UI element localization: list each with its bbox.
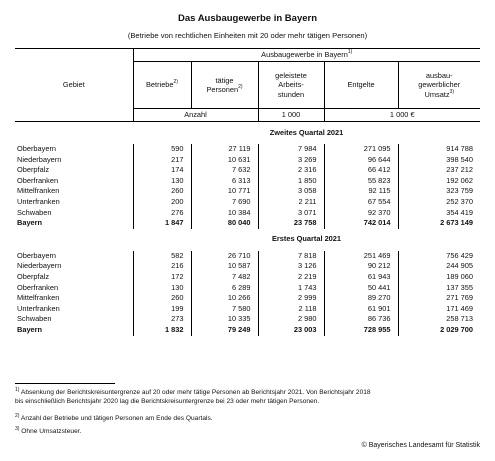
table-row: Oberbayern 582 26 710 7 818 251 469 756 429 bbox=[15, 251, 480, 262]
table-row: Schwaben 273 10 335 2 980 86 736 258 713 bbox=[15, 314, 480, 325]
header-betriebe: Betriebe$^{2)}$ bbox=[133, 62, 191, 109]
table-row: Unterfranken 199 7 580 2 118 61 901 171 469 bbox=[15, 304, 480, 315]
page-subtitle: (Betriebe von rechtlichen Einheiten mit 20 oder mehr tätigen Personen) bbox=[127, 31, 368, 40]
table-row: Oberbayern 590 27 119 7 984 271 095 914 788 bbox=[15, 144, 480, 155]
table-total-row: Bayern 1 832 79 249 23 003 728 955 2 029 700 bbox=[15, 325, 480, 336]
section-heading: Zweites Quartal 2021 bbox=[269, 127, 344, 137]
footnote-2: $^{2)}$ Anzahl der Betriebe und tätigen Personen am Ende des Quartals. bbox=[15, 413, 213, 422]
table-row: Mittelfranken 260 10 266 2 999 89 270 271 769 bbox=[15, 293, 480, 304]
unit-stunden: 1 000 bbox=[258, 109, 324, 122]
table-row: Niederbayern 216 10 587 3 126 90 212 244 905 bbox=[15, 261, 480, 272]
table-row: Mittelfranken 260 10 771 3 058 92 115 323 759 bbox=[15, 186, 480, 197]
section-heading: Erstes Quartal 2021 bbox=[271, 234, 342, 244]
table-row: Oberfranken 130 6 289 1 743 50 441 137 355 bbox=[15, 283, 480, 294]
header-taetige-personen: tätige Personen$^{2)}$ bbox=[191, 62, 258, 109]
table-row: Oberpfalz 174 7 632 2 316 66 412 237 212 bbox=[15, 165, 480, 176]
table-row: Niederbayern 217 10 631 3 269 96 644 398 540 bbox=[15, 155, 480, 166]
copyright-notice: © Bayerisches Landesamt für Statistik bbox=[361, 442, 480, 449]
header-arbeitsstunden: geleistete Arbeits- stunden bbox=[258, 62, 324, 109]
footnote-1: $^{1)}$ Absenkung der Berichtskreisuntergrenze auf 20 oder mehr tätige Personen ab Berichtsjahr 2021. Von Berichtsjahr 2018 bis einschließlich Berichtsjahr 2020 lag die Berichtskreisuntergrenze bei 23 oder mehr tätigen Personen. bbox=[15, 387, 371, 405]
header-gebiet: Gebiet bbox=[15, 49, 133, 122]
unit-anzahl: Anzahl bbox=[133, 109, 258, 122]
table-row: Unterfranken 200 7 690 2 211 67 554 252 370 bbox=[15, 197, 480, 208]
header-entgelte: Entgelte bbox=[324, 62, 398, 109]
page-title: Das Ausbaugewerbe in Bayern bbox=[177, 13, 318, 24]
table-row: Oberpfalz 172 7 482 2 219 61 943 189 060 bbox=[15, 272, 480, 283]
header-group: Ausbaugewerbe in Bayern$^{1)}$ bbox=[133, 49, 480, 62]
footnote-3: $^{3)}$ Ohne Umsatzsteuer. bbox=[15, 426, 82, 435]
unit-euro: 1 000 € bbox=[324, 109, 480, 122]
footnote-divider bbox=[15, 383, 115, 384]
table-row: Oberfranken 130 6 313 1 850 55 823 192 062 bbox=[15, 176, 480, 187]
table-total-row: Bayern 1 847 80 040 23 758 742 014 2 673 149 bbox=[15, 218, 480, 229]
table-row: Schwaben 276 10 384 3 071 92 370 354 419 bbox=[15, 208, 480, 219]
header-umsatz: ausbau- gewerblicher Umsatz$^{3)}$ bbox=[398, 62, 480, 109]
statistics-table bbox=[15, 48, 480, 336]
